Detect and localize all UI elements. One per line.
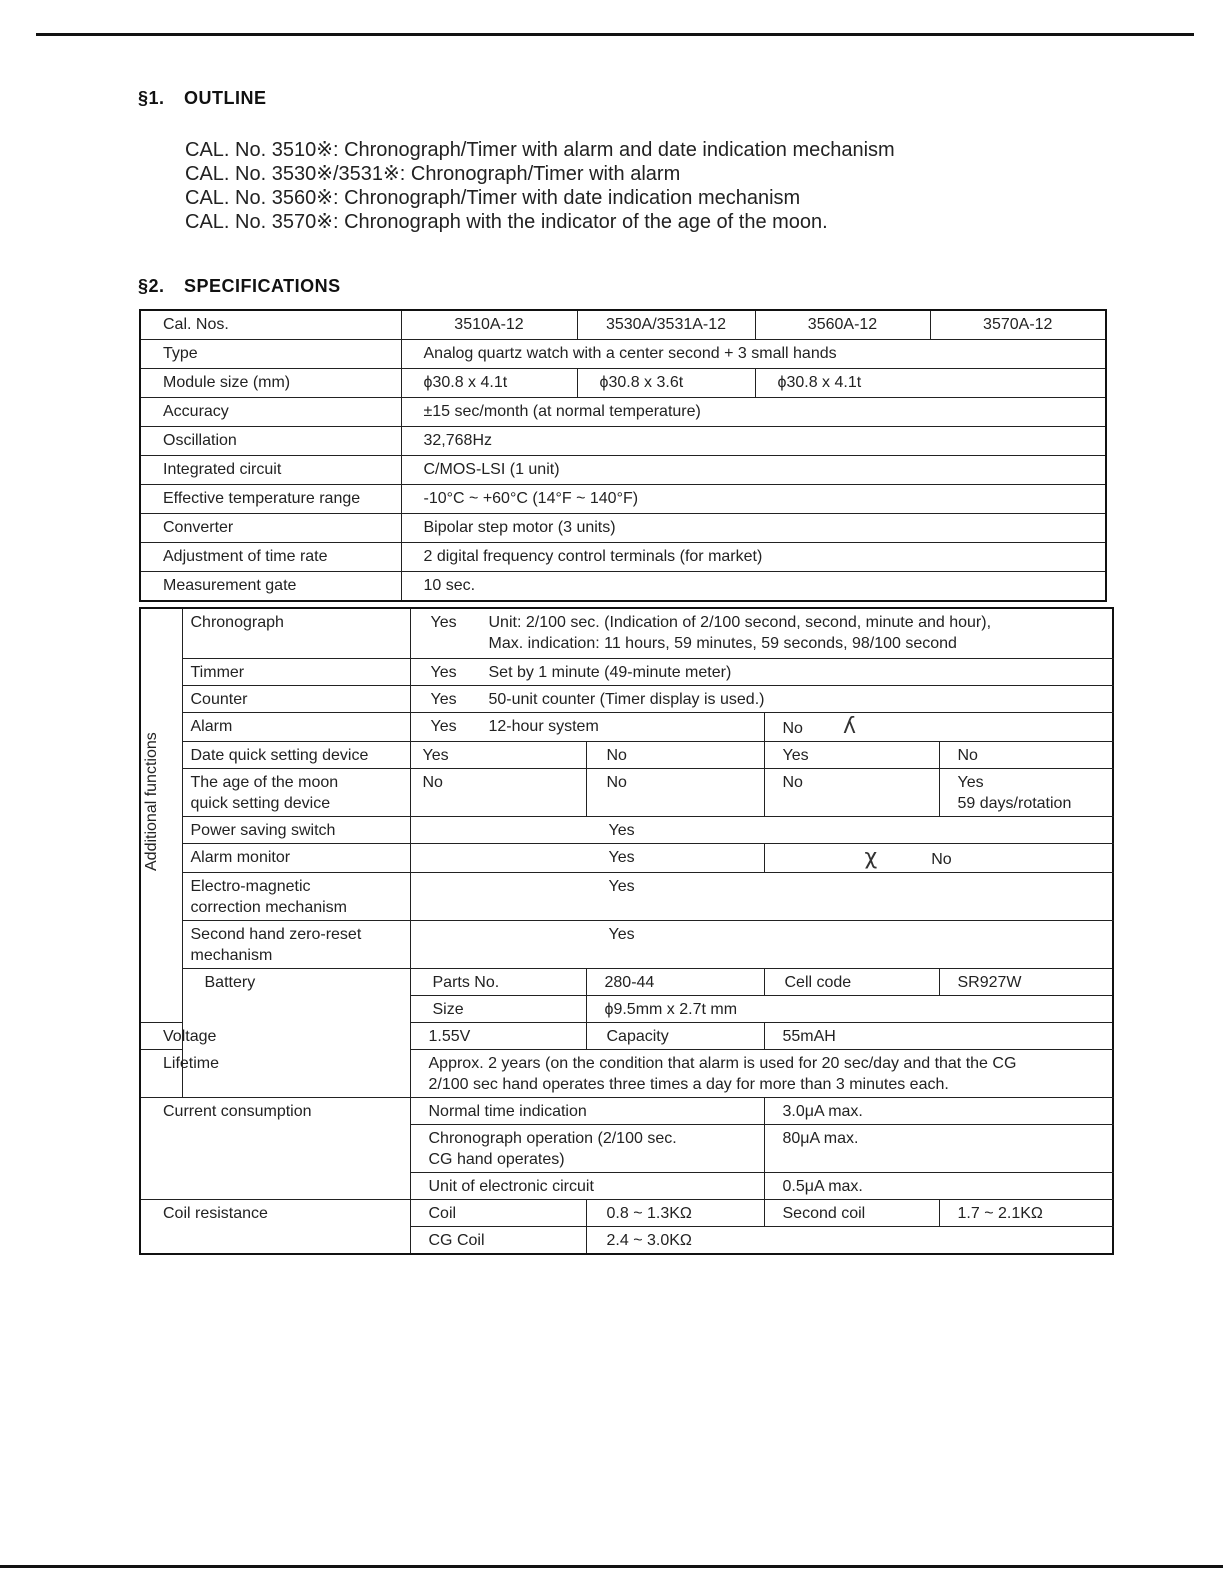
current-value: 80μA max. <box>764 1125 1113 1173</box>
alarm-monitor-no-cell <box>764 844 1113 873</box>
cal-no-cell: 3560A-12 <box>755 310 930 340</box>
table-row <box>140 1200 1113 1227</box>
timmer-text: Set by 1 minute (49-minute meter) <box>488 664 732 681</box>
table-row <box>140 485 1106 514</box>
table-row <box>140 427 1106 456</box>
table-row <box>140 769 1113 817</box>
date-quick-cell: Yes <box>410 742 586 769</box>
additional-functions-label: Additional functions <box>143 732 160 871</box>
table-row <box>140 310 1106 340</box>
type-label: Type <box>140 340 401 369</box>
additional-functions-group <box>140 608 182 1023</box>
table-row <box>140 398 1106 427</box>
current-value: 3.0μA max. <box>764 1098 1113 1125</box>
section-specifications-heading: §2. SPECIFICATIONS <box>138 276 341 296</box>
voltage-label: Voltage <box>140 1023 182 1050</box>
coil-resistance-label: Coil resistance <box>140 1200 410 1255</box>
lifetime-value: Approx. 2 years (on the condition that alarm is used for 20 sec/day and that the CG 2/100 sec hand operates three times a day for more than 3 minutes each. <box>410 1050 1113 1098</box>
cal-no-cell: 3530A/3531A-12 <box>577 310 755 340</box>
capacity-label: Capacity <box>586 1023 764 1050</box>
moon-quick-cell: Yes 59 days/rotation <box>939 769 1113 817</box>
oscillation-value: 32,768Hz <box>401 427 1106 456</box>
ic-value: C/MOS-LSI (1 unit) <box>401 456 1106 485</box>
alarm-yes: Yes <box>430 718 457 735</box>
cal-no-cell: 3510A-12 <box>401 310 577 340</box>
table-row <box>140 921 1113 969</box>
alarm-label: Alarm <box>182 713 410 742</box>
table-row <box>140 686 1113 713</box>
moon-quick-label: The age of the moon quick setting device <box>182 769 410 817</box>
outline-line: CAL. No. 3570※: Chronograph with the indicator of the age of the moon. <box>185 211 828 233</box>
current-label: Current consumption <box>140 1098 410 1200</box>
counter-yes: Yes <box>430 691 457 708</box>
power-saving-label: Power saving switch <box>182 817 410 844</box>
alarm-text: 12-hour system <box>488 718 599 735</box>
module-size-cell: ϕ30.8 x 4.1t <box>755 369 1106 398</box>
current-item: Unit of electronic circuit <box>410 1173 764 1200</box>
alarm-no-cell <box>764 713 1113 742</box>
capacity-value: 55mAH <box>764 1023 1113 1050</box>
table-row <box>140 572 1106 602</box>
accuracy-label: Accuracy <box>140 398 401 427</box>
current-item: Normal time indication <box>410 1098 764 1125</box>
alarm-no: No <box>782 720 803 737</box>
timmer-value <box>410 659 1113 686</box>
table-row <box>140 659 1113 686</box>
zero-reset-value: Yes <box>410 921 1113 969</box>
date-quick-cell: Yes <box>764 742 939 769</box>
date-quick-cell: No <box>586 742 764 769</box>
chronograph-value <box>410 608 1113 659</box>
counter-label: Counter <box>182 686 410 713</box>
table-row <box>140 340 1106 369</box>
spec-table-upper <box>139 309 1105 602</box>
second-coil-label: Second coil <box>764 1200 939 1227</box>
module-size-cell: ϕ30.8 x 4.1t <box>401 369 577 398</box>
power-saving-value: Yes <box>410 817 1113 844</box>
counter-value <box>410 686 1113 713</box>
handwritten-x-mark: χ <box>864 845 878 870</box>
module-size-label: Module size (mm) <box>140 369 401 398</box>
moon-rotation: 59 days/rotation <box>957 795 1072 812</box>
chronograph-yes: Yes <box>430 614 457 631</box>
lifetime-label: Lifetime <box>140 1050 182 1098</box>
parts-no-label: Parts No. <box>410 969 586 996</box>
outline-list <box>185 138 895 234</box>
converter-label: Converter <box>140 514 401 543</box>
module-size-cell: ϕ30.8 x 3.6t <box>577 369 755 398</box>
converter-value: Bipolar step motor (3 units) <box>401 514 1106 543</box>
gate-label: Measurement gate <box>140 572 401 602</box>
size-label: Size <box>410 996 586 1023</box>
spec-table-lower <box>139 607 1112 1255</box>
coil-label: Coil <box>410 1200 586 1227</box>
counter-text: 50-unit counter (Timer display is used.) <box>488 691 765 708</box>
section-outline-heading: §1. OUTLINE <box>138 88 267 108</box>
moon-quick-cell: No <box>410 769 586 817</box>
parts-no-value: 280-44 <box>586 969 764 996</box>
cell-code-label: Cell code <box>764 969 939 996</box>
em-correction-value: Yes <box>410 873 1113 921</box>
table-row <box>140 369 1106 398</box>
cg-coil-label: CG Coil <box>410 1227 586 1255</box>
cell-code-value: SR927W <box>939 969 1113 996</box>
voltage-value: 1.55V <box>410 1023 586 1050</box>
timmer-yes: Yes <box>430 664 457 681</box>
current-value: 0.5μA max. <box>764 1173 1113 1200</box>
table-row <box>140 713 1113 742</box>
alarm-monitor-value: Yes <box>410 844 764 873</box>
timmer-label: Timmer <box>182 659 410 686</box>
date-quick-cell: No <box>939 742 1113 769</box>
accuracy-value: ±15 sec/month (at normal temperature) <box>401 398 1106 427</box>
table-row <box>140 873 1113 921</box>
second-coil-value: 1.7 ~ 2.1KΩ <box>939 1200 1113 1227</box>
temp-value: -10°C ~ +60°C (14°F ~ 140°F) <box>401 485 1106 514</box>
coil-value: 0.8 ~ 1.3KΩ <box>586 1200 764 1227</box>
em-correction-label: Electro-magnetic correction mechanism <box>182 873 410 921</box>
chronograph-line1: Unit: 2/100 sec. (Indication of 2/100 second, second, minute and hour), <box>488 614 992 631</box>
table-row <box>140 1098 1113 1125</box>
table-row <box>140 543 1106 572</box>
current-item: Chronograph operation (2/100 sec. CG hand operates) <box>410 1125 764 1173</box>
outline-line: CAL. No. 3510※: Chronograph/Timer with alarm and date indication mechanism <box>185 139 895 161</box>
table-row <box>140 514 1106 543</box>
chronograph-label: Chronograph <box>182 608 410 659</box>
battery-label: Battery <box>182 969 410 1098</box>
outline-line: CAL. No. 3530※/3531※: Chronograph/Timer with alarm <box>185 163 681 185</box>
temp-label: Effective temperature range <box>140 485 401 514</box>
table-row <box>140 844 1113 873</box>
adjustment-label: Adjustment of time rate <box>140 543 401 572</box>
table-row <box>140 742 1113 769</box>
adjustment-value: 2 digital frequency control terminals (for market) <box>401 543 1106 572</box>
table-row <box>140 969 1113 996</box>
alarm-monitor-label: Alarm monitor <box>182 844 410 873</box>
cal-nos-label: Cal. Nos. <box>140 310 401 340</box>
outline-line: CAL. No. 3560※: Chronograph/Timer with date indication mechanism <box>185 187 801 209</box>
table-row <box>140 608 1113 659</box>
moon-quick-cell: No <box>586 769 764 817</box>
ic-label: Integrated circuit <box>140 456 401 485</box>
alarm-value <box>410 713 764 742</box>
table-row <box>140 817 1113 844</box>
alarm-monitor-no: No <box>931 851 952 868</box>
zero-reset-label: Second hand zero-reset mechanism <box>182 921 410 969</box>
gate-value: 10 sec. <box>401 572 1106 602</box>
top-rule <box>36 33 1194 36</box>
bottom-rule <box>0 1565 1223 1568</box>
oscillation-label: Oscillation <box>140 427 401 456</box>
table-row <box>140 456 1106 485</box>
size-value: ϕ9.5mm x 2.7t mm <box>586 996 1113 1023</box>
date-quick-label: Date quick setting device <box>182 742 410 769</box>
chronograph-line2: Max. indication: 11 hours, 59 minutes, 59 seconds, 98/100 second <box>488 635 957 652</box>
cg-coil-value: 2.4 ~ 3.0KΩ <box>586 1227 1113 1255</box>
cal-no-cell: 3570A-12 <box>930 310 1106 340</box>
handwritten-check-mark: ʎ <box>842 714 856 739</box>
type-value: Analog quartz watch with a center second + 3 small hands <box>401 340 1106 369</box>
moon-quick-cell: No <box>764 769 939 817</box>
